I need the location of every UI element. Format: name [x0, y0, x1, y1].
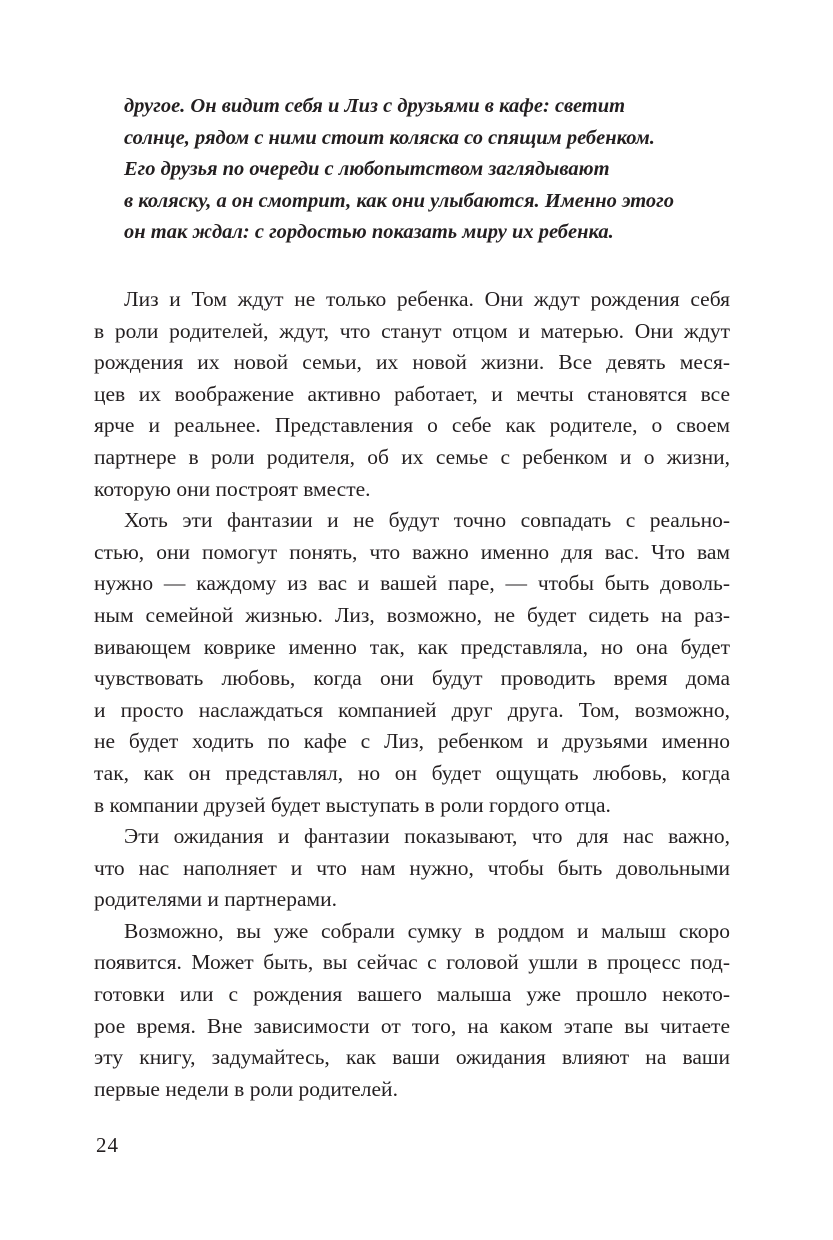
paragraph-line: рождения их новой семьи, их новой жизни. Все девять меся-: [94, 350, 730, 375]
paragraph-line: ярче и реальнее. Представления о себе как родителе, о своем: [94, 413, 730, 438]
quote-line: в коляску, а он смотрит, как они улыбаются. Именно этого: [124, 189, 674, 212]
paragraph-line: Эти ожидания и фантазии показывают, что для нас важно,: [124, 824, 730, 849]
quote-line: другое. Он видит себя и Лиз с друзьями в кафе: светит: [124, 95, 626, 117]
paragraph-line: что нас наполняет и что нам нужно, чтобы быть довольными: [94, 855, 730, 880]
paragraph-line: не будет ходить по кафе с Лиз, ребенком и друзьями именно: [94, 729, 730, 754]
paragraph-line: которую они построят вместе.: [94, 476, 371, 501]
paragraph-line: рое время. Вне зависимости от того, на каком этапе вы читаете: [94, 1013, 730, 1038]
paragraph-line: в компании друзей будет выступать в роли гордого отца.: [94, 792, 611, 817]
italic-quote-block: [124, 91, 724, 249]
page-number: 24: [96, 1133, 119, 1157]
paragraph-line: родителями и партнерами.: [94, 887, 337, 912]
paragraph-line: так, как он представлял, но он будет ощущать любовь, когда: [94, 760, 730, 785]
quote-line: он так ждал: с гордостью показать миру их ребенка.: [124, 221, 614, 243]
paragraph-line: нужно — каждому из вас и вашей паре, — чтобы быть доволь-: [94, 571, 730, 596]
quote-line: Его друзья по очереди с любопытством заглядывают: [124, 158, 610, 180]
paragraph-line: появится. Может быть, вы сейчас с головой ушли в процесс под-: [94, 950, 730, 975]
paragraph-line: цев их воображение активно работает, и мечты становятся все: [94, 381, 730, 406]
paragraph-line: и просто наслаждаться компанией друг друга. Том, возможно,: [94, 697, 730, 722]
paragraph-line: Хоть эти фантазии и не будут точно совпадать с реально-: [124, 508, 730, 533]
paragraph-line: Возможно, вы уже собрали сумку в роддом и малыш скоро: [124, 918, 730, 943]
paragraph-line: партнере в роли родителя, об их семье с ребенком и о жизни,: [94, 444, 730, 469]
paragraph-line: Лиз и Том ждут не только ребенка. Они ждут рождения себя: [124, 287, 730, 311]
paragraph-line: эту книгу, задумайтесь, как ваши ожидания влияют на ваши: [94, 1045, 730, 1070]
paragraph-line: вивающем коврике именно так, как представляла, но она будет: [94, 634, 730, 659]
body-text: [94, 284, 730, 1105]
paragraph-line: первые недели в роли родителей.: [94, 1076, 398, 1101]
paragraph-line: стью, они помогут понять, что важно именно для вас. Что вам: [94, 539, 730, 564]
quote-line: солнце, рядом с ними стоит коляска со спящим ребенком.: [124, 126, 655, 149]
paragraph-line: чувствовать любовь, когда они будут проводить время дома: [94, 666, 730, 691]
paragraph-line: ным семейной жизнью. Лиз, возможно, не будет сидеть на раз-: [94, 602, 730, 627]
paragraph-line: готовки или с рождения вашего малыша уже прошло некото-: [94, 982, 730, 1007]
paragraph-line: в роли родителей, ждут, что станут отцом и матерью. Они ждут: [94, 318, 730, 343]
